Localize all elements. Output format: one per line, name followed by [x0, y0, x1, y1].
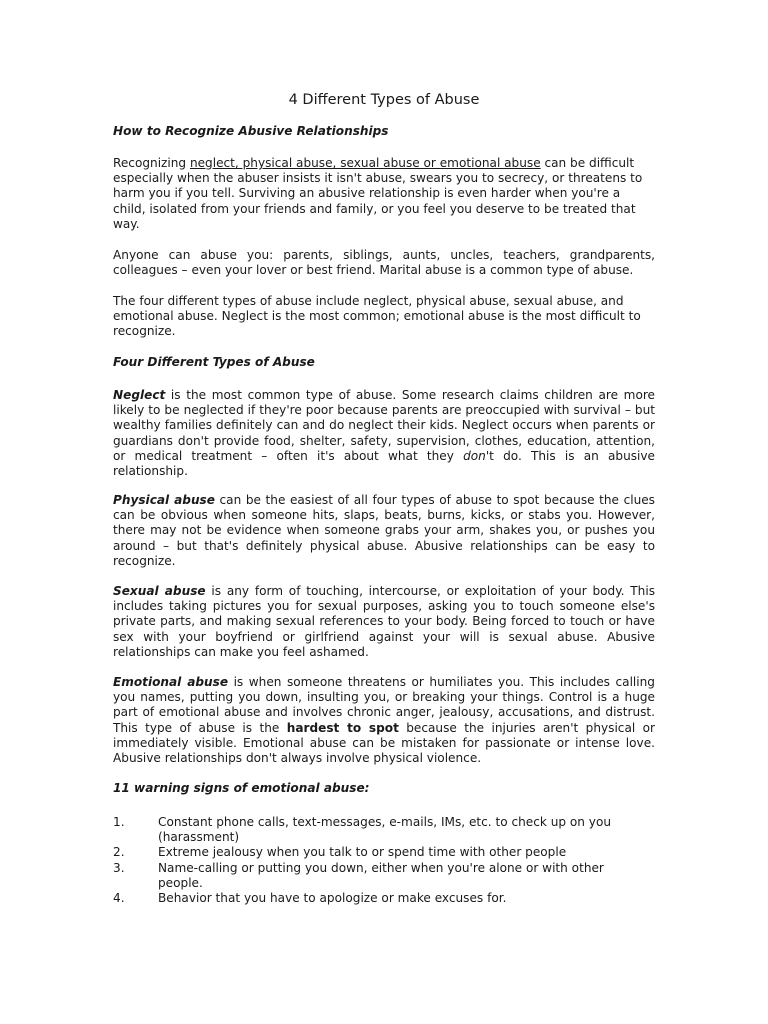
list-item-text: Behavior that you have to apologize or make excuses for.	[158, 891, 507, 906]
emotional-text: is when someone threatens or humiliates you. This includes calling you names, putting you down, insulting you, or breaking your things. Control is a huge part of emotional abuse and involves chronic anger, jealousy, accusations, and distrust. This type of abuse is the	[113, 675, 655, 735]
physical-term: Physical abuse	[113, 493, 215, 507]
neglect-text: is the most common type of abuse. Some research claims children are more likely to be neglected if they're poor because parents are preoccupied with survival – but wealthy families definitely can and do neglect their kids. Neglect occurs when parents or guardians don't provide food, shelter, safety, supervision, clothes, education, attention, or medical treatment – often it's about what they	[113, 388, 655, 463]
sexual-text: is any form of touching, intercourse, or exploitation of your body. This includes taking pictures you for sexual purposes, asking you to touch someone else's private parts, and making sexual references to your body. Being forced to touch or have sex with your boyfriend or girlfriend against your will is sexual abuse. Abusive relationships can make you feel ashamed.	[113, 584, 655, 659]
intro-paragraph	[113, 156, 655, 232]
anyone-paragraph: Anyone can abuse you: parents, siblings, aunts, uncles, teachers, grandparents, colleagues – even your lover or best friend. Marital abuse is a common type of abuse.	[113, 248, 655, 278]
subheading-types: Four Different Types of Abuse	[113, 355, 315, 369]
physical-text: can be the easiest of all four types of abuse to spot because the clues can be obvious when someone hits, slaps, beats, burns, kicks, or stabs you. However, there may not be evidence when someone grabs your arm, shakes you, or pushes you around – but that's definitely physical abuse. Abusive relationships can be easy to recognize.	[113, 493, 655, 568]
list-item	[113, 891, 633, 906]
emotional-strong: hardest to spot	[286, 720, 399, 735]
list-item-number: 4.	[113, 891, 125, 906]
emotional-paragraph	[113, 675, 655, 766]
neglect-term: Neglect	[113, 388, 166, 402]
list-item-text: Name-calling or putting you down, either when you're alone or with other people.	[158, 860, 604, 890]
list-item-number: 2.	[113, 845, 125, 860]
list-item	[113, 815, 633, 845]
sexual-paragraph	[113, 584, 655, 660]
sexual-term: Sexual abuse	[113, 584, 206, 598]
list-item-number: 3.	[113, 860, 125, 875]
physical-paragraph	[113, 493, 655, 569]
abuse-types-link[interactable]: neglect, physical abuse, sexual abuse or emotional abuse	[189, 156, 541, 170]
intro-text-after: can be difficult especially when the abuser insists it isn't abuse, swears you to secrecy, or threatens to harm you if you tell. Surviving an abusive relationship is even harder when you're a child, isolated from your friends and family, or you feel you deserve to be treated that way.	[113, 156, 643, 231]
intro-text-before: Recognizing	[113, 156, 190, 170]
subheading-signs: 11 warning signs of emotional abuse:	[113, 781, 370, 795]
neglect-paragraph	[113, 388, 655, 479]
warning-signs-list	[113, 815, 633, 906]
page-title: 4 Different Types of Abuse	[288, 92, 480, 108]
list-item-text: Constant phone calls, text-messages, e-mails, IMs, etc. to check up on you (harassment)	[158, 815, 612, 845]
list-item-text: Extreme jealousy when you talk to or spend time with other people	[158, 845, 567, 860]
list-item	[113, 845, 633, 860]
list-item	[113, 861, 633, 891]
neglect-emphasis: don	[463, 448, 486, 463]
four-types-paragraph: The four different types of abuse include neglect, physical abuse, sexual abuse, and emotional abuse. Neglect is the most common; emotional abuse is the most difficult to recognize.	[113, 294, 641, 339]
neglect-text-end: 't do. This is an abusive relationship.	[113, 448, 655, 479]
emotional-text-end: because the injuries aren't physical or immediately visible. Emotional abuse can be mistaken for passionate or intense love. Abusive relationships don't always involve physical violence.	[113, 720, 655, 766]
emotional-term: Emotional abuse	[113, 675, 229, 689]
list-item-number: 1.	[113, 815, 125, 829]
subheading-recognize: How to Recognize Abusive Relationships	[113, 124, 389, 138]
